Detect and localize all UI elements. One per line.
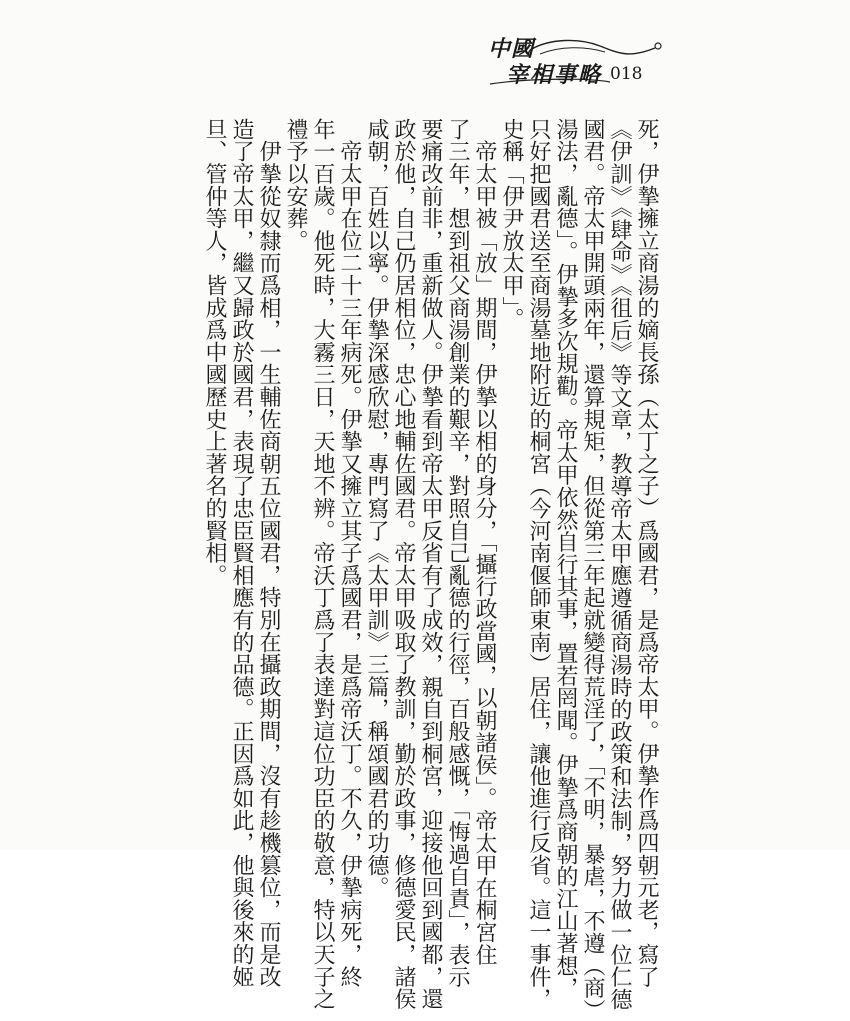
text-column: 死，伊摯擁立商湯的嫡長孫（太丁之子）爲國君，是爲帝太甲。伊摯作爲四朝元老，寫了 bbox=[634, 118, 659, 988]
text-column: 《伊訓》《肆命》《徂后》等文章，教導帝太甲應遵循商湯時的政策和法制，努力做一位仁德 bbox=[607, 118, 632, 1011]
text-column: 了三年，想到祖父商湯創業的艱辛，對照自己亂德的行徑，百般感慨，「悔過自責」，表示 bbox=[445, 118, 470, 988]
running-header bbox=[470, 28, 670, 88]
text-column: 政於他，自己仍居相位，忠心地輔佐國君。帝太甲吸取了教訓，勤於政事，修德愛民，諸侯 bbox=[391, 118, 416, 1010]
text-column: 帝太甲被「放」期間，伊摯以相的身分，「攝行政當國，以朝諸侯」。帝太甲在桐宮住 bbox=[472, 118, 497, 966]
text-column: 年一百歲。他死時，大霧三日，天地不辨。帝沃丁爲了表達對這位功臣的敬意，特以天子之 bbox=[310, 118, 335, 1010]
text-column: 造了帝太甲，繼又歸政於國君，表現了忠臣賢相應有的品德。正因爲如此，他與後來的姬 bbox=[229, 118, 254, 988]
text-column: 只好把國君送至商湯墓地附近的桐宮（今河南偃師東南）居住，讓他進行反省。這一事件， bbox=[526, 118, 551, 1010]
text-column: 咸朝，百姓以寧。伊摯深感欣慰，專門寫了《太甲訓》三篇，稱頌國君的功德。 bbox=[364, 118, 389, 899]
page-number: 018 bbox=[610, 64, 643, 84]
text-column: 要痛改前非，重新做人。伊摯看到帝太甲反省有了成效，親自到桐宮，迎接他回到國都，還 bbox=[418, 118, 443, 1010]
text-column: 史稱「伊尹放太甲」。 bbox=[499, 118, 524, 330]
header-title-line2: 宰相事略 bbox=[506, 62, 603, 88]
text-column: 帝太甲在位二十三年病死。伊摯又擁立其子爲國君，是爲帝沃丁。不久，伊摯病死，終 bbox=[337, 118, 362, 988]
header-title-line1: 中國 bbox=[488, 36, 535, 62]
text-column: 伊摯從奴隸而爲相，一生輔佐商朝五位國君，特別在攝政期間，沒有趁機篡位，而是改 bbox=[256, 118, 281, 988]
text-column: 禮予以安葬。 bbox=[283, 118, 308, 252]
text-column: 國君。帝太甲開頭兩年，還算規矩，但從第三年起就變得荒淫了，「不明，暴虐，不遵（商） bbox=[580, 118, 605, 1021]
vertical-text-body bbox=[200, 118, 660, 1021]
text-column: 湯法，亂德」。伊摯多次規勸。帝太甲依然自行其事，置若罔聞。伊摯爲商朝的江山著想， bbox=[553, 118, 578, 999]
text-column: 旦、管仲等人，皆成爲中國歷史上著名的賢相。 bbox=[202, 118, 227, 587]
